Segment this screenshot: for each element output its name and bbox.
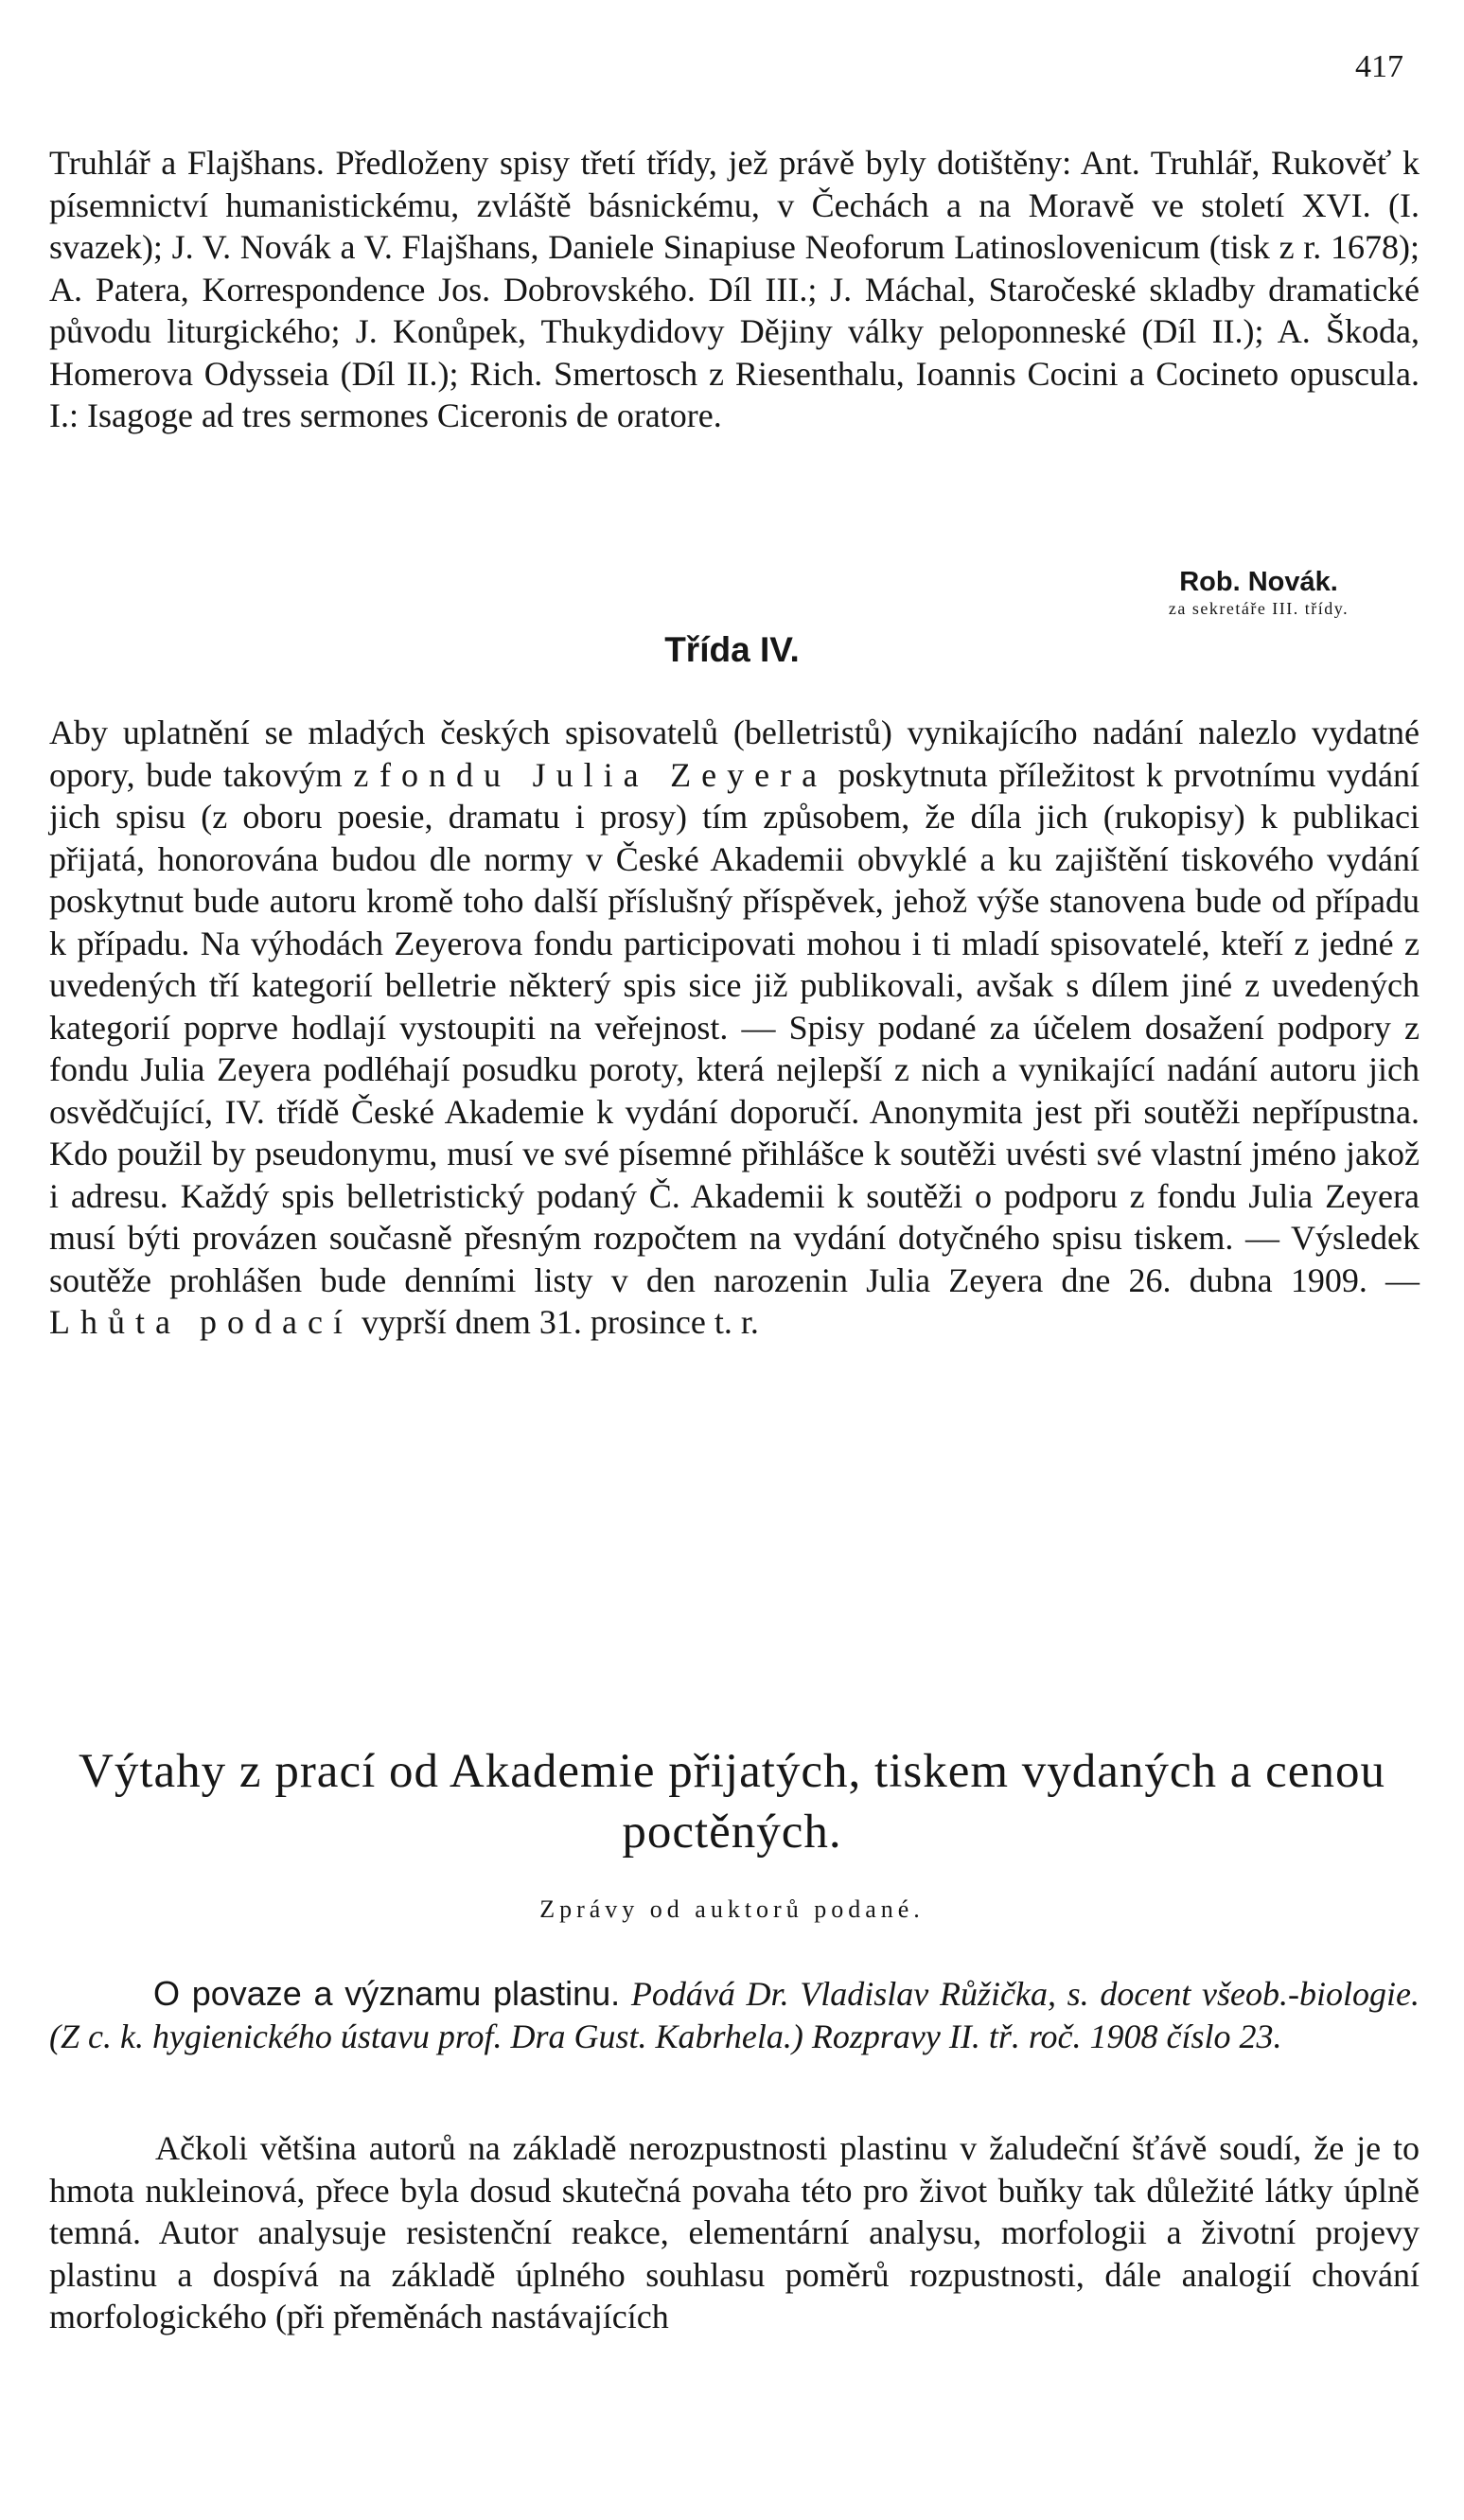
signature-role: za sekretáře III. třídy.	[1168, 599, 1349, 618]
article-body: Ačkoli většina autorů na základě nerozpustnosti plastinu v žaludeční šťávě soudí, že je to hmota nukleinová, přece byla dosud skutečná povaha této pro život buňky tak důležité látky úplně temná. Autor analysuje resistenční reakce, elementární analysu, morfologii a životní projevy plastinu a dospívá na základě úplného souhlasu poměrů rozpustnosti, dále analogií chování morfologického (při přeměnách nastávajících	[49, 2129, 1420, 2335]
zeyer-text-part3: vyprší dnem 31. prosince t. r.	[352, 1303, 759, 1341]
signature-name: Rob. Novák.	[1179, 567, 1338, 597]
signature	[1107, 566, 1410, 619]
extracts-heading: Výtahy z prací od Akademie přijatých, tiskem vydaných a cenou poctěných.	[79, 1745, 1385, 1859]
article-citation	[49, 1973, 1420, 2057]
article-title: O povaze a významu plastinu.	[153, 1974, 621, 2013]
report-paragraph: Truhlář a Flajšhans. Předloženy spisy třetí třídy, jež právě byly dotištěny: Ant. Truhlář, Rukověť k písemnictví humanistickému, zvláště básnickému, v Čechách a na Moravě ve století XVI. (I. svazek); J. V. Novák a V. Flajšhans, Daniele Sinapiuse Neoforum Latinoslovenicum (tisk z r. 1678); A. Patera, Korrespondence Jos. Dobrovského. Díl III.; J. Máchal, Staročeské skladby dramatické původu liturgického; J. Konůpek, Thukydidovy Dějiny války peloponneské (Díl II.); A. Škoda, Homerova Odysseia (Díl II.); Rich. Smertosch z Riesenthalu, Ioannis Cocini a Cocineto opuscula. I.: Isagoge ad tres sermones Ciceronis de oratore.	[49, 144, 1420, 434]
zeyer-text-part2: poskytnuta příležitost k prvotnímu vydání jich spisu (z oboru poesie, dramatu i prosy) tím způsobem, že díla jich (rukopisy) k publikaci přijatá, honorována budou dle normy v České Akademii obvyklé a ku zajištění tiskového vydání poskytnut bude autoru kromě toho další příslušný příspěvek, jehož výše stanovena bude od případu k případu. Na výhodách Zeyerova fondu participovati mohou i ti mladí spisovatelé, kteří z jedné z uvedených tří kategorií belletrie některý spis sice již publikovali, avšak s dílem jiné z uvedených kategorií poprve hodlají vystoupiti na veřejnost. — Spisy podané za účelem dosažení podpory z fondu Julia Zeyera podléhají posudku poroty, která nejlepší z nich a vynikající nadání autoru jich osvědčující, IV. třídě České Akademie k vydání doporučí. Anonymita jest při soutěži nepřípustna. Kdo použil by pseudonymu, musí ve své písemné přihlášce k soutěži uvésti své vlastní jméno jakož i adresu. Každý spis belletristický podaný Č. Akademii k soutěži o podporu z fondu Julia Zeyera musí býti provázen současně přesným rozpočtem na vydání dotyčného spisu tiskem. — Výsledek soutěže prohlášen bude denními listy v den narozenin Julia Zeyera dne 26. dubna 1909. —	[49, 755, 1420, 1299]
extracts-subheading: Zprávy od auktorů podané.	[539, 1895, 925, 1923]
section-title: Třída IV.	[664, 630, 800, 669]
zeyer-text-part1: Aby uplatnění se mladých českých spisovatelů (belletristů) vynikajícího nadání nalezlo vydatné opory, bude takovým z	[49, 714, 1420, 794]
deadline-spaced: Lhůta podací	[49, 1303, 353, 1341]
fund-name-spaced: fondu Julia Zeyera	[379, 755, 828, 794]
page-number: 417	[1355, 49, 1403, 84]
article-meta: Podává Dr. Vladislav Růžička, s. docent všeob.-biologie. (Z c. k. hygienického ústavu prof. Dra Gust. Kabrhela.) Rozpravy II. tř. roč. 1908 číslo 23.	[49, 1975, 1420, 2055]
zeyer-fund-paragraph	[49, 712, 1420, 1344]
